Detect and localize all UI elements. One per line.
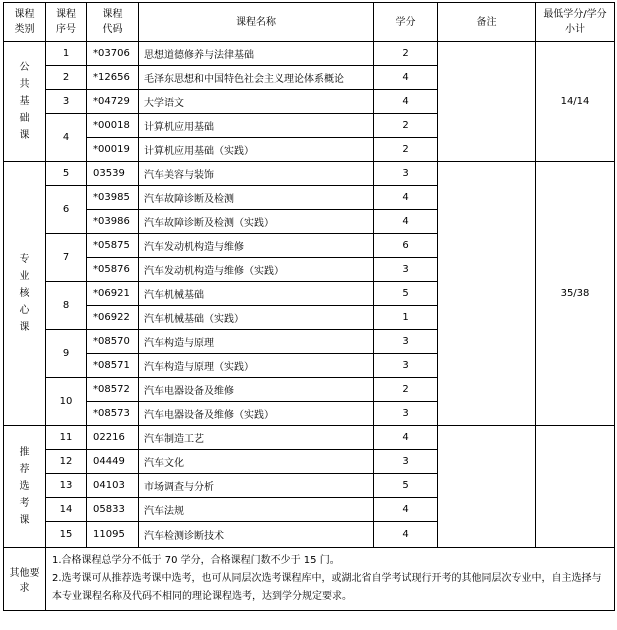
course-seq: 14 <box>46 498 87 522</box>
course-credit: 2 <box>374 114 438 138</box>
course-name: 汽车机械基础 <box>139 282 374 306</box>
course-code: *05876 <box>87 258 139 282</box>
course-credit: 4 <box>374 498 438 522</box>
course-credit: 4 <box>374 66 438 90</box>
header-category: 课程类别 <box>4 3 46 42</box>
requirement-item: 2.选考课可从推荐选考课中选考，也可从同层次选考课程库中，或湖北省自学考试现行开考的其他同层次专业中，自主选择与本专业课程名称及代码不相同的理论课程选考，达到学分规定要求。 <box>52 573 602 602</box>
category-public: 公共基础课 <box>4 42 46 162</box>
requirement-item: 1.合格课程总学分不低于 70 学分，合格课程门数不少于 15 门。 <box>52 555 340 566</box>
course-credit: 3 <box>374 162 438 186</box>
course-seq: 15 <box>46 522 87 548</box>
subtotal-core: 35/38 <box>536 162 615 426</box>
course-code: *03985 <box>87 186 139 210</box>
remark-core <box>438 162 536 426</box>
course-code: *03986 <box>87 210 139 234</box>
course-seq: 7 <box>46 234 87 282</box>
course-seq: 1 <box>46 42 87 66</box>
subtotal-recommended <box>536 426 615 548</box>
course-code: *06922 <box>87 306 139 330</box>
course-credit: 4 <box>374 90 438 114</box>
course-plan-document <box>3 2 615 611</box>
course-seq: 8 <box>46 282 87 330</box>
course-seq: 3 <box>46 90 87 114</box>
course-name: 计算机应用基础（实践） <box>139 138 374 162</box>
header-code: 课程代码 <box>87 3 139 42</box>
course-plan-table <box>3 2 615 611</box>
course-code: *00019 <box>87 138 139 162</box>
course-code: *08571 <box>87 354 139 378</box>
course-credit: 5 <box>374 474 438 498</box>
course-name: 汽车故障诊断及检测 <box>139 186 374 210</box>
header-min-credit: 最低学分/学分小计 <box>536 3 615 42</box>
course-code: 03539 <box>87 162 139 186</box>
header-credit: 学分 <box>374 3 438 42</box>
course-seq: 12 <box>46 450 87 474</box>
course-credit: 3 <box>374 402 438 426</box>
course-name: 市场调查与分析 <box>139 474 374 498</box>
course-code: *08573 <box>87 402 139 426</box>
course-code: *08572 <box>87 378 139 402</box>
course-name: 汽车电器设备及维修 <box>139 378 374 402</box>
course-name: 汽车故障诊断及检测（实践） <box>139 210 374 234</box>
course-credit: 2 <box>374 42 438 66</box>
category-core: 专业核心课 <box>4 162 46 426</box>
course-seq: 2 <box>46 66 87 90</box>
subtotal-public: 14/14 <box>536 42 615 162</box>
requirements-notes <box>46 548 615 611</box>
course-credit: 3 <box>374 330 438 354</box>
course-code: *05875 <box>87 234 139 258</box>
course-credit: 2 <box>374 138 438 162</box>
course-credit: 4 <box>374 522 438 548</box>
course-code: 04103 <box>87 474 139 498</box>
course-credit: 2 <box>374 378 438 402</box>
course-name: 汽车构造与原理（实践） <box>139 354 374 378</box>
course-code: *08570 <box>87 330 139 354</box>
course-credit: 3 <box>374 450 438 474</box>
table-row <box>4 426 615 450</box>
requirements-row <box>4 548 615 611</box>
course-credit: 1 <box>374 306 438 330</box>
course-seq: 6 <box>46 186 87 234</box>
course-credit: 4 <box>374 426 438 450</box>
course-seq: 11 <box>46 426 87 450</box>
course-name: 汽车发动机构造与维修（实践） <box>139 258 374 282</box>
course-seq: 10 <box>46 378 87 426</box>
course-code: 04449 <box>87 450 139 474</box>
course-seq: 13 <box>46 474 87 498</box>
course-seq: 9 <box>46 330 87 378</box>
course-credit: 3 <box>374 354 438 378</box>
course-code: 05833 <box>87 498 139 522</box>
course-name: 汽车构造与原理 <box>139 330 374 354</box>
header-row <box>4 3 615 42</box>
course-seq: 5 <box>46 162 87 186</box>
course-code: *04729 <box>87 90 139 114</box>
course-name: 汽车文化 <box>139 450 374 474</box>
course-name: 汽车电器设备及维修（实践） <box>139 402 374 426</box>
course-code: *00018 <box>87 114 139 138</box>
course-name: 汽车法规 <box>139 498 374 522</box>
course-code: 02216 <box>87 426 139 450</box>
course-credit: 4 <box>374 186 438 210</box>
course-code: 11095 <box>87 522 139 548</box>
course-code: *12656 <box>87 66 139 90</box>
table-row <box>4 42 615 66</box>
course-code: *06921 <box>87 282 139 306</box>
course-credit: 5 <box>374 282 438 306</box>
course-code: *03706 <box>87 42 139 66</box>
course-name: 毛泽东思想和中国特色社会主义理论体系概论 <box>139 66 374 90</box>
remark-public <box>438 42 536 162</box>
course-name: 思想道德修养与法律基础 <box>139 42 374 66</box>
course-name: 汽车制造工艺 <box>139 426 374 450</box>
course-name: 计算机应用基础 <box>139 114 374 138</box>
course-name: 汽车发动机构造与维修 <box>139 234 374 258</box>
course-name: 汽车机械基础（实践） <box>139 306 374 330</box>
course-name: 汽车美容与装饰 <box>139 162 374 186</box>
course-seq: 4 <box>46 114 87 162</box>
course-credit: 3 <box>374 258 438 282</box>
course-credit: 4 <box>374 210 438 234</box>
header-name: 课程名称 <box>139 3 374 42</box>
course-credit: 6 <box>374 234 438 258</box>
header-remark: 备注 <box>438 3 536 42</box>
category-recommended: 推荐选考课 <box>4 426 46 548</box>
course-name: 汽车检测诊断技术 <box>139 522 374 548</box>
category-other: 其他要求 <box>4 548 46 611</box>
course-name: 大学语文 <box>139 90 374 114</box>
header-seq: 课程序号 <box>46 3 87 42</box>
remark-recommended <box>438 426 536 548</box>
table-row <box>4 162 615 186</box>
